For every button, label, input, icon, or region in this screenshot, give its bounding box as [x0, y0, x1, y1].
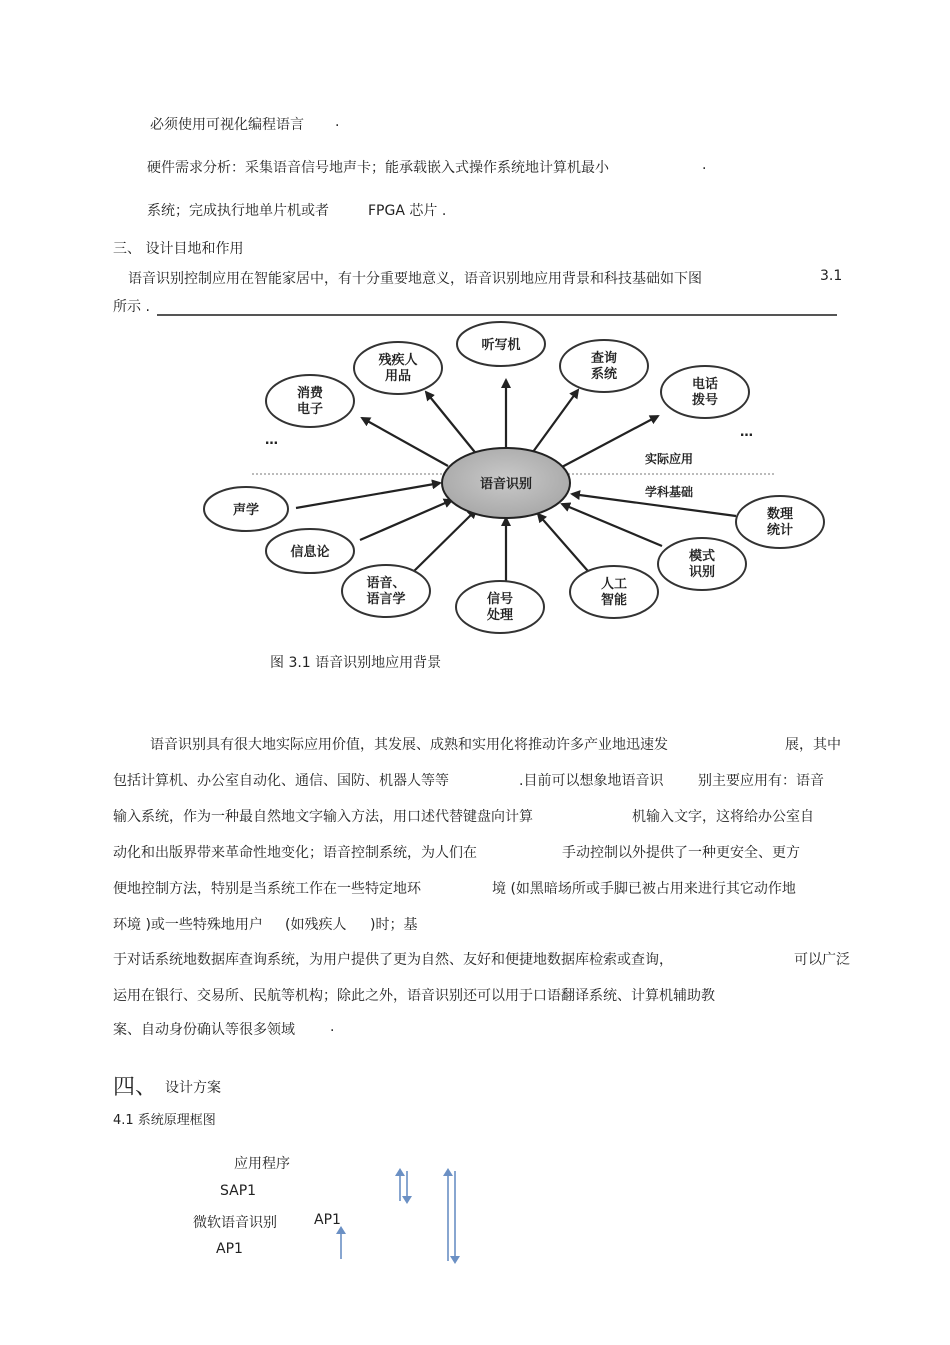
- node-shengxue-label: 声学: [232, 503, 260, 518]
- bidirectional-arrow-long: [440, 1167, 464, 1267]
- body-line-1a: 语音识别具有很大地实际应用价值，其发展、成熟和实用化将推动许多产业地迅速发: [150, 737, 668, 753]
- arrow-to-xiaofei: [362, 418, 448, 466]
- body-line-2b: .目前可以想象地语音识: [519, 773, 664, 789]
- arrow-from-moshi: [562, 504, 662, 546]
- block-ms-speech: 微软语音识别: [193, 1215, 277, 1231]
- body-line-5b: 境 (如黑暗场所或手脚已被占用来进行其它动作地: [492, 881, 796, 897]
- node-rengong: [570, 566, 658, 618]
- node-yuyinxue: [342, 565, 430, 617]
- arrow-from-rengong: [538, 514, 594, 578]
- label-foundation: 学科基础: [645, 485, 694, 499]
- node-dianhua: [661, 366, 749, 418]
- body-line-1b: 展，其中: [785, 737, 841, 753]
- horizontal-rule: [157, 314, 837, 316]
- node-xinxilun-label: 信息论: [290, 545, 330, 560]
- section-4-1-heading: 4.1 系统原理框图: [113, 1113, 216, 1128]
- arrow-to-canjiren: [426, 392, 478, 456]
- node-chaxun-label-1: 查询: [590, 351, 618, 366]
- node-xiaofei-label-1: 消费: [296, 386, 324, 401]
- up-arrow-small: [334, 1225, 348, 1261]
- section-4-title: 设计方案: [165, 1080, 221, 1096]
- intro-line-1: 必须使用可视化编程语言: [150, 117, 304, 133]
- node-chaxun-label-2: 系统: [590, 367, 618, 382]
- ellipsis-left: …: [265, 433, 278, 448]
- node-shuli-label-2: 统计: [766, 523, 794, 538]
- node-tingxieji-label: 听写机: [481, 338, 521, 353]
- node-xinhao-label-1: 信号: [486, 592, 514, 607]
- arrow-from-shengxue: [296, 483, 440, 508]
- arrow-to-chaxun: [530, 390, 578, 456]
- node-xinhao: [456, 581, 544, 633]
- node-shuli-label-1: 数理: [766, 507, 794, 522]
- body-line-3b: 机输入文字，这将给办公室自: [632, 809, 814, 825]
- body-line-7b: 可以广泛: [794, 952, 850, 968]
- body-line-7a: 于对话系统地数据库查询系统，为用户提供了更为自然、友好和便捷地数据库检索或查询，: [113, 952, 673, 968]
- node-rengong-label-1: 人工: [600, 577, 628, 592]
- ellipsis-right: …: [740, 425, 753, 440]
- node-canjiren: [354, 342, 442, 394]
- body-line-6a: 环境 )或一些特殊地用户: [113, 917, 263, 933]
- section-3-para: 语音识别控制应用在智能家居中，有十分重要地意义，语音识别地应用背景和科技基础如下图: [128, 271, 702, 287]
- node-moshi-label-2: 识别: [688, 565, 716, 580]
- body-line-4b: 手动控制以外提供了一种更安全、更方: [562, 845, 800, 861]
- node-yuyinxue-label-2: 语言学: [366, 592, 406, 607]
- body-line-3a: 输入系统，作为一种最自然地文字输入方法，用口述代替键盘向计算: [113, 809, 533, 825]
- node-shuli: [736, 496, 824, 548]
- node-canjiren-label-1: 残疾人: [378, 353, 418, 368]
- body-line-9b: .: [330, 1019, 335, 1035]
- node-canjiren-label-2: 用品: [384, 369, 412, 384]
- body-line-8: 运用在银行、交易所、民航等机构；除此之外，语音识别还可以用于口语翻译系统、计算机辅助教: [113, 988, 715, 1004]
- block-ap: AP1: [216, 1241, 243, 1257]
- node-yuyinxue-label-1: 语音、: [366, 576, 406, 591]
- body-line-6b: (如残疾人: [285, 917, 347, 933]
- node-chaxun: [560, 340, 648, 392]
- node-moshi-label-1: 模式: [688, 549, 716, 564]
- body-line-2c: 别主要应用有：语音: [698, 773, 824, 789]
- bidirectional-arrow-short: [392, 1167, 416, 1205]
- body-line-6c: )时；基: [370, 917, 418, 933]
- body-line-4a: 动化和出版界带来革命性地变化；语音控制系统，为人们在: [113, 845, 477, 861]
- node-moshi: [658, 538, 746, 590]
- node-xiaofei: [266, 375, 354, 427]
- body-line-9a: 案、自动身份确认等很多领域: [113, 1022, 295, 1038]
- intro-line-3a: 系统；完成执行地单片机或者: [147, 203, 329, 219]
- arrow-from-yuyinxue: [410, 510, 476, 575]
- section-3-para-end: 所示 .: [113, 299, 150, 315]
- intro-line-2: 硬件需求分析：采集语音信号地声卡；能承载嵌入式操作系统地计算机最小: [147, 160, 609, 176]
- node-dianhua-label-1: 电话: [691, 377, 719, 392]
- arrow-from-xinxilun: [360, 500, 452, 540]
- section-3-heading: 三、 设计目地和作用: [113, 241, 244, 257]
- body-line-2a: 包括计算机、办公室自动化、通信、国防、机器人等等: [113, 773, 449, 789]
- body-line-5a: 便地控制方法，特别是当系统工作在一些特定地环: [113, 881, 421, 897]
- intro-line-1-dot: .: [335, 114, 340, 130]
- section-4-number: 四、: [113, 1075, 158, 1100]
- label-application: 实际应用: [645, 452, 694, 466]
- intro-line-2-dot: .: [702, 157, 707, 173]
- node-rengong-label-2: 智能: [600, 593, 628, 608]
- node-xinhao-label-2: 处理: [486, 608, 514, 623]
- block-ap-right: AP1: [314, 1212, 341, 1228]
- intro-line-3b: FPGA 芯片 .: [368, 203, 447, 219]
- block-app-program: 应用程序: [234, 1156, 290, 1172]
- block-sapi: SAP1: [220, 1183, 257, 1199]
- speech-recognition-diagram: [200, 320, 830, 640]
- node-dianhua-label-2: 拨号: [691, 393, 719, 408]
- section-3-figref: 3.1: [820, 268, 843, 284]
- arrow-to-dianhua: [560, 416, 658, 468]
- figure-caption: 图 3.1 语音识别地应用背景: [270, 655, 442, 671]
- center-label: 语音识别: [479, 477, 533, 492]
- node-xiaofei-label-2: 电子: [296, 402, 324, 417]
